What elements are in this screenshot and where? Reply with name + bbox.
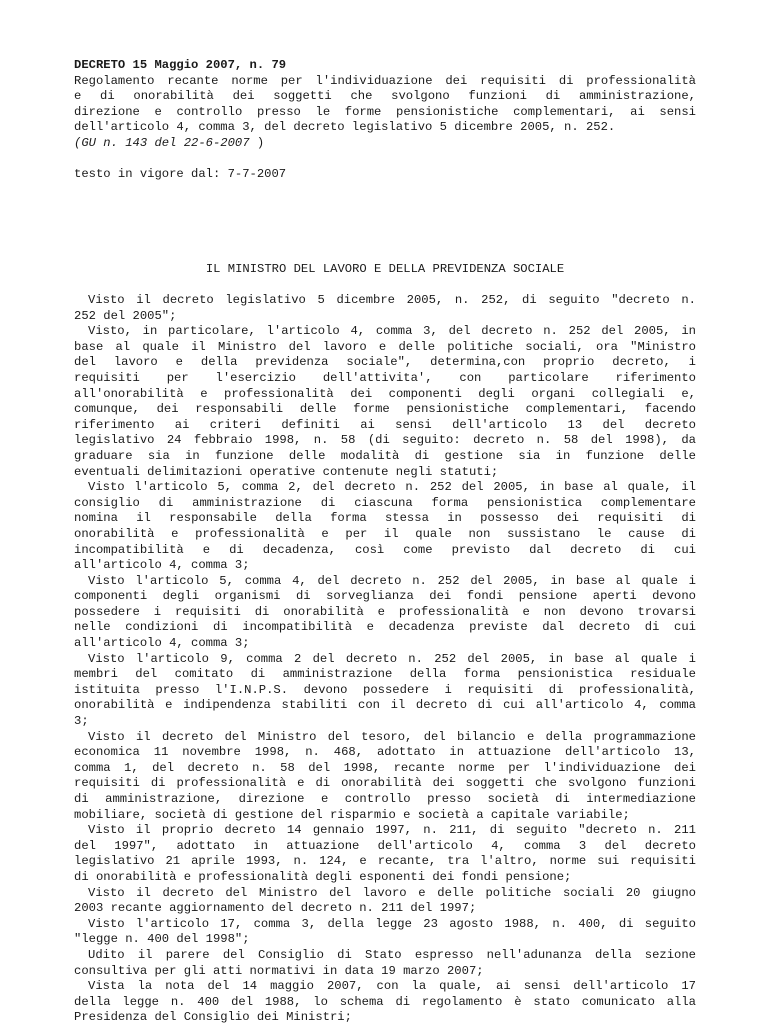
body-line: requisiti per l'esercizio dell'attivita', con particolare riferimento	[74, 370, 696, 385]
body-line: mobiliare, società di gestione del risparmio e società a capitale variabile;	[74, 807, 630, 822]
body-line: Visto l'articolo 9, comma 2 del decreto n. 252 del 2005, in base al quale i	[88, 651, 696, 666]
preamble-body	[74, 293, 696, 1026]
body-line: Visto l'articolo 17, comma 3, della legge 23 agosto 1988, n. 400, di seguito	[88, 916, 696, 931]
decree-subtitle-line: Regolamento recante norme per l'individuazione dei requisiti di professionalità	[74, 73, 696, 88]
decree-header	[74, 58, 696, 183]
body-line: del 1997", adottato in attuazione dell'articolo 4, comma 3 del decreto	[74, 838, 696, 853]
body-line: Udito il parere del Consiglio di Stato espresso nell'adunanza della sezione	[88, 947, 696, 962]
body-line: all'articolo 4, comma 3;	[74, 558, 250, 573]
decree-title: DECRETO 15 Maggio 2007, n. 79	[74, 58, 287, 72]
body-line: 2003 recante aggiornamento del decreto n. 211 del 1997;	[74, 901, 477, 916]
body-line: economica 11 novembre 1998, n. 468, adottato in attuazione dell'articolo 13,	[74, 745, 696, 760]
body-line: 252 del 2005";	[74, 308, 177, 323]
body-line: Vista la nota del 14 maggio 2007, con la quale, ai sensi dell'articolo 17	[88, 979, 696, 994]
body-line: Presidenza del Consiglio dei Ministri;	[74, 1010, 352, 1025]
body-line: del lavoro e della previdenza sociale", determina,con proprio decreto, i	[74, 355, 696, 370]
body-line: legislativo 21 aprile 1993, n. 124, e recante, tra l'altro, norme sui requisiti	[74, 854, 696, 869]
body-line: graduare sia in funzione delle modalità di gestione sia in funzione delle	[74, 448, 696, 463]
body-line: Visto il decreto del Ministro del lavoro e delle politiche sociali 20 giugno	[88, 885, 696, 900]
body-line: onorabilità e indipendenza stabiliti con il decreto di cui all'articolo 4, comma	[74, 698, 696, 713]
body-line: componenti degli organismi di sorveglianza dei fondi pensione aperti devono	[74, 589, 696, 604]
body-line: nomina il responsabile della forma stessa in possesso dei requisiti di	[74, 511, 696, 526]
body-line: membri del comitato di amministrazione della forma pensionistica residuale	[74, 667, 696, 682]
body-line: di amministrazione, direzione e controllo presso società di intermediazione	[74, 792, 696, 806]
decree-subtitle-line: direzione e controllo presso le forme pensionistiche complementari, ai sensi	[74, 104, 696, 119]
body-line: riferimento ai criteri definiti ai sensi dell'articolo 13 del decreto	[74, 417, 696, 432]
gazette-reference-close: )	[249, 135, 265, 150]
body-line: comma 1, del decreto n. 58 del 1998, recante norme per l'individuazione dei	[74, 760, 696, 775]
body-line: onorabilità e professionalità e per il quale non sussistano le cause di	[74, 526, 696, 541]
body-line: Visto l'articolo 5, comma 2, del decreto n. 252 del 2005, in base al quale, il	[88, 480, 696, 495]
body-line: Visto il decreto legislativo 5 dicembre 2005, n. 252, di seguito "decreto n.	[88, 293, 696, 307]
body-line: all'articolo 4, comma 3;	[74, 636, 250, 651]
body-line: Visto, in particolare, l'articolo 4, comma 3, del decreto n. 252 del 2005, in	[88, 324, 696, 339]
body-line: possedere i requisiti di onorabilità e professionalità e non devono trovarsi	[74, 604, 696, 619]
body-line: incompatibilità e di decadenza, così come previsto dal decreto di cui	[74, 542, 696, 557]
body-line: di onorabilità e professionalità degli esponenti dei fondi pensione;	[74, 869, 572, 884]
body-line: eventuali delimitazioni operative contenute negli statuti;	[74, 464, 499, 479]
body-line: Visto il proprio decreto 14 gennaio 1997, n. 211, di seguito "decreto n. 211	[88, 823, 696, 838]
body-line: consiglio di amministrazione di ciascuna forma pensionistica complementare	[74, 495, 696, 510]
decree-subtitle-line: dell'articolo 4, comma 3, del decreto legislativo 5 dicembre 2005, n. 252.	[74, 120, 616, 135]
body-line: Visto l'articolo 5, comma 4, del decreto n. 252 del 2005, in base al quale i	[88, 573, 696, 588]
section-heading: IL MINISTRO DEL LAVORO E DELLA PREVIDENZA SOCIALE	[205, 262, 565, 276]
body-line: "legge n. 400 del 1998";	[74, 932, 250, 947]
body-line: all'onorabilità e professionalità dei componenti degli organi collegiali e,	[74, 386, 696, 401]
body-line: 3;	[74, 714, 89, 729]
decree-subtitle-line: e di onorabilità dei soggetti che svolgono funzioni di amministrazione,	[74, 89, 696, 104]
body-line: requisiti di professionalità e di onorabilità dei soggetti che svolgono funzioni	[74, 776, 696, 791]
body-line: legislativo 24 febbraio 1998, n. 58 (di seguito: decreto n. 58 del 1998), da	[74, 433, 696, 448]
body-line: base al quale il Ministro del lavoro e delle politiche sociali, ora "Ministro	[74, 339, 696, 354]
gazette-reference	[74, 136, 696, 152]
gazette-reference-text: (GU n. 143 del 22-6-2007	[74, 135, 250, 150]
in-force-date: testo in vigore dal: 7-7-2007	[74, 167, 287, 182]
body-line: Visto il decreto del Ministro del tesoro, del bilancio e della programmazione	[88, 729, 696, 744]
body-line: istituita presso l'I.N.P.S. devono possedere i requisiti di professionalità,	[74, 682, 696, 697]
body-line: della legge n. 400 del 1988, lo schema di regolamento è stato comunicato alla	[74, 994, 696, 1009]
body-line: consultiva per gli atti normativi in data 19 marzo 2007;	[74, 963, 484, 978]
body-line: comunque, dei responsabili delle forme pensionistiche complementari, facendo	[74, 402, 696, 417]
body-line: nelle condizioni di incompatibilità e decadenza previste dal decreto di cui	[74, 620, 696, 635]
